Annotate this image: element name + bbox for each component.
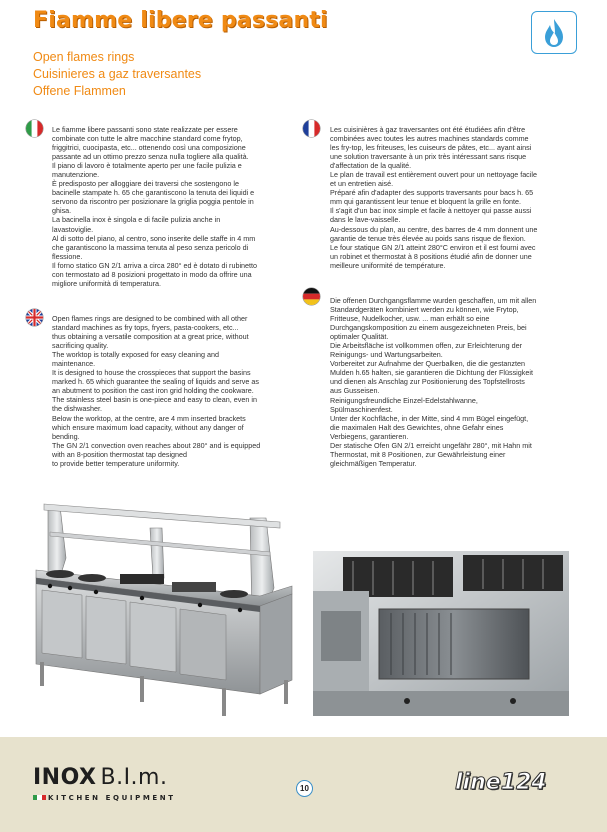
burners-closeup-photo <box>313 551 569 716</box>
subtitle-german: Offene Flammen <box>33 84 126 98</box>
italian-flag-icon <box>26 120 43 137</box>
page-number: 10 <box>296 780 313 797</box>
subtitle-english: Open flames rings <box>33 50 135 64</box>
subtitles <box>33 49 201 100</box>
subtitle-french: Cuisinieres a gaz traversantes <box>33 67 202 81</box>
german-flag-icon <box>303 288 320 305</box>
flame-category-icon <box>531 11 577 54</box>
french-text: Les cuisinières à gaz traversantes ont été étudiées afin d'être combinées avec toutes les autres machines standards comme les fry-top, les friteuses, les cuiseurs de pâtes, etc... ayant ainsi une solution traversante à un prix très intéressant sans risque d'affectation de la qualité. Le plan de travail est entièrement ouvert pour un nettoyage facile et un entretien aisé. Préparé afin d'adapter des supports traversants pour bacs h. 65 mm qui garantissent leur tenue et bloquent la grille en fonte. Il s'agit d'un bac inox simple et facile à nettoyer qui passe aussi dans le lave-vaisselle. Au-dessous du plan, au centre, des barres de 4 mm donnent une garantie de tenue très élevée au poids sans risque de flexion. Le four statique GN 2/1 atteint 280°C environ et il est fourni avec un robinet et thermostat à 8 positions étudié afin de donner une meilleure uniformité de température. <box>330 125 538 270</box>
inox-blm-logo: INOX B.I.m. <box>33 765 168 790</box>
italian-mini-flag-icon <box>33 795 46 800</box>
english-text: Open flames rings are designed to be combined with all other standard machines as fry tops, fryers, pasta-cookers, etc... thus obtaining a versatile composition at a great price, without sacrificing quality. The worktop is totally exposed for easy cleaning and maintenance. It is designed to house the crosspieces that support the basins marked h. 65 which guarantee the sealing of liquids and serve as an abutment to position the cast iron grid holding the cookware. The stainless steel basin is one-piece and easy to clean, even in the dishwasher. Below the worktop, at the centre, are 4 mm inserted brackets which ensure maximum load capacity, without any danger of bending. The GN 2/1 convection oven reaches about 280° and is equipped with an 8-position thermostat tap designed to provide better temperature uniformity. <box>52 314 261 468</box>
flame-icon <box>532 12 576 53</box>
line124-logo: line124 <box>455 770 547 795</box>
french-flag-icon <box>303 120 320 137</box>
page-title: Fiamme libere passanti <box>33 8 328 33</box>
kitchen-line-photo <box>30 498 298 730</box>
italian-text: Le fiamme libere passanti sono state realizzate per essere combinate con tutte le altre macchine standard come frytop, friggitrici, cuocipasta, etc... ottenendo così una composizione passante ad un ottimo prezzo senza nulla togliere alla qualità. Il piano di lavoro è totalmente aperto per une facile pulizia e manutenzione. È predisposto per alloggiare dei traversi che sostengono le bacinelle stampate h. 65 che garantiscono la tenuta dei liquidi e servono da riscontro per posizionare la griglia poggia pentole in ghisa. La bacinella inox è singola e di facile pulizia anche in lavastoviglie. Al di sotto del piano, al centro, sono inserite delle staffe in 4 mm che garantiscono la massima tenuta al peso senza pericolo di flessione. Il forno statico GN 2/1 arriva a circa 280° ed è dotato di rubinetto con termostato ad 8 posizioni progettato in modo da offrire una migliore uniformità di temperatura. <box>52 125 258 288</box>
brand-tagline: KITCHEN EQUIPMENT <box>48 794 176 802</box>
uk-flag-icon <box>26 309 43 326</box>
german-text: Die offenen Durchgangsflamme wurden geschaffen, um mit allen Standardgeräten kombiniert werden zu können, wie Frytop, Fritteuse, Nudelkocher, usw. ... man erhält so eine Durchgangskomposition zu einem ausgezeichneten Preis, bei optimaler Qualität. Die Arbeitsfläche ist vollkommen offen, zur Erleichterung der Reinigungs- und Wartungsarbeiten. Vorbereitet zur Aufnahme der Querbalken, die die gestanzten Mulden h.65 halten, sie garantieren die Dichtung der Flüssigkeit und dienen als Anschlag zur Positionierung des Topfstellrosts aus Gusseisen. Reinigungsfreundliche Einzel-Edelstahlwanne, Spülmaschinenfest. Unter der Kochfläche, in der Mitte, sind 4 mm Bügel eingefügt, die maximalen Halt des Gewichtes, ohne Gefahr eines Verbiegens, garantieren. Der statische Ofen GN 2/1 erreicht ungefähr 280°, mit Hahn mit Thermostat, mit 8 Positionen, zur Gewährleistung einer gleichmäßigen Temperatur. <box>330 296 537 468</box>
